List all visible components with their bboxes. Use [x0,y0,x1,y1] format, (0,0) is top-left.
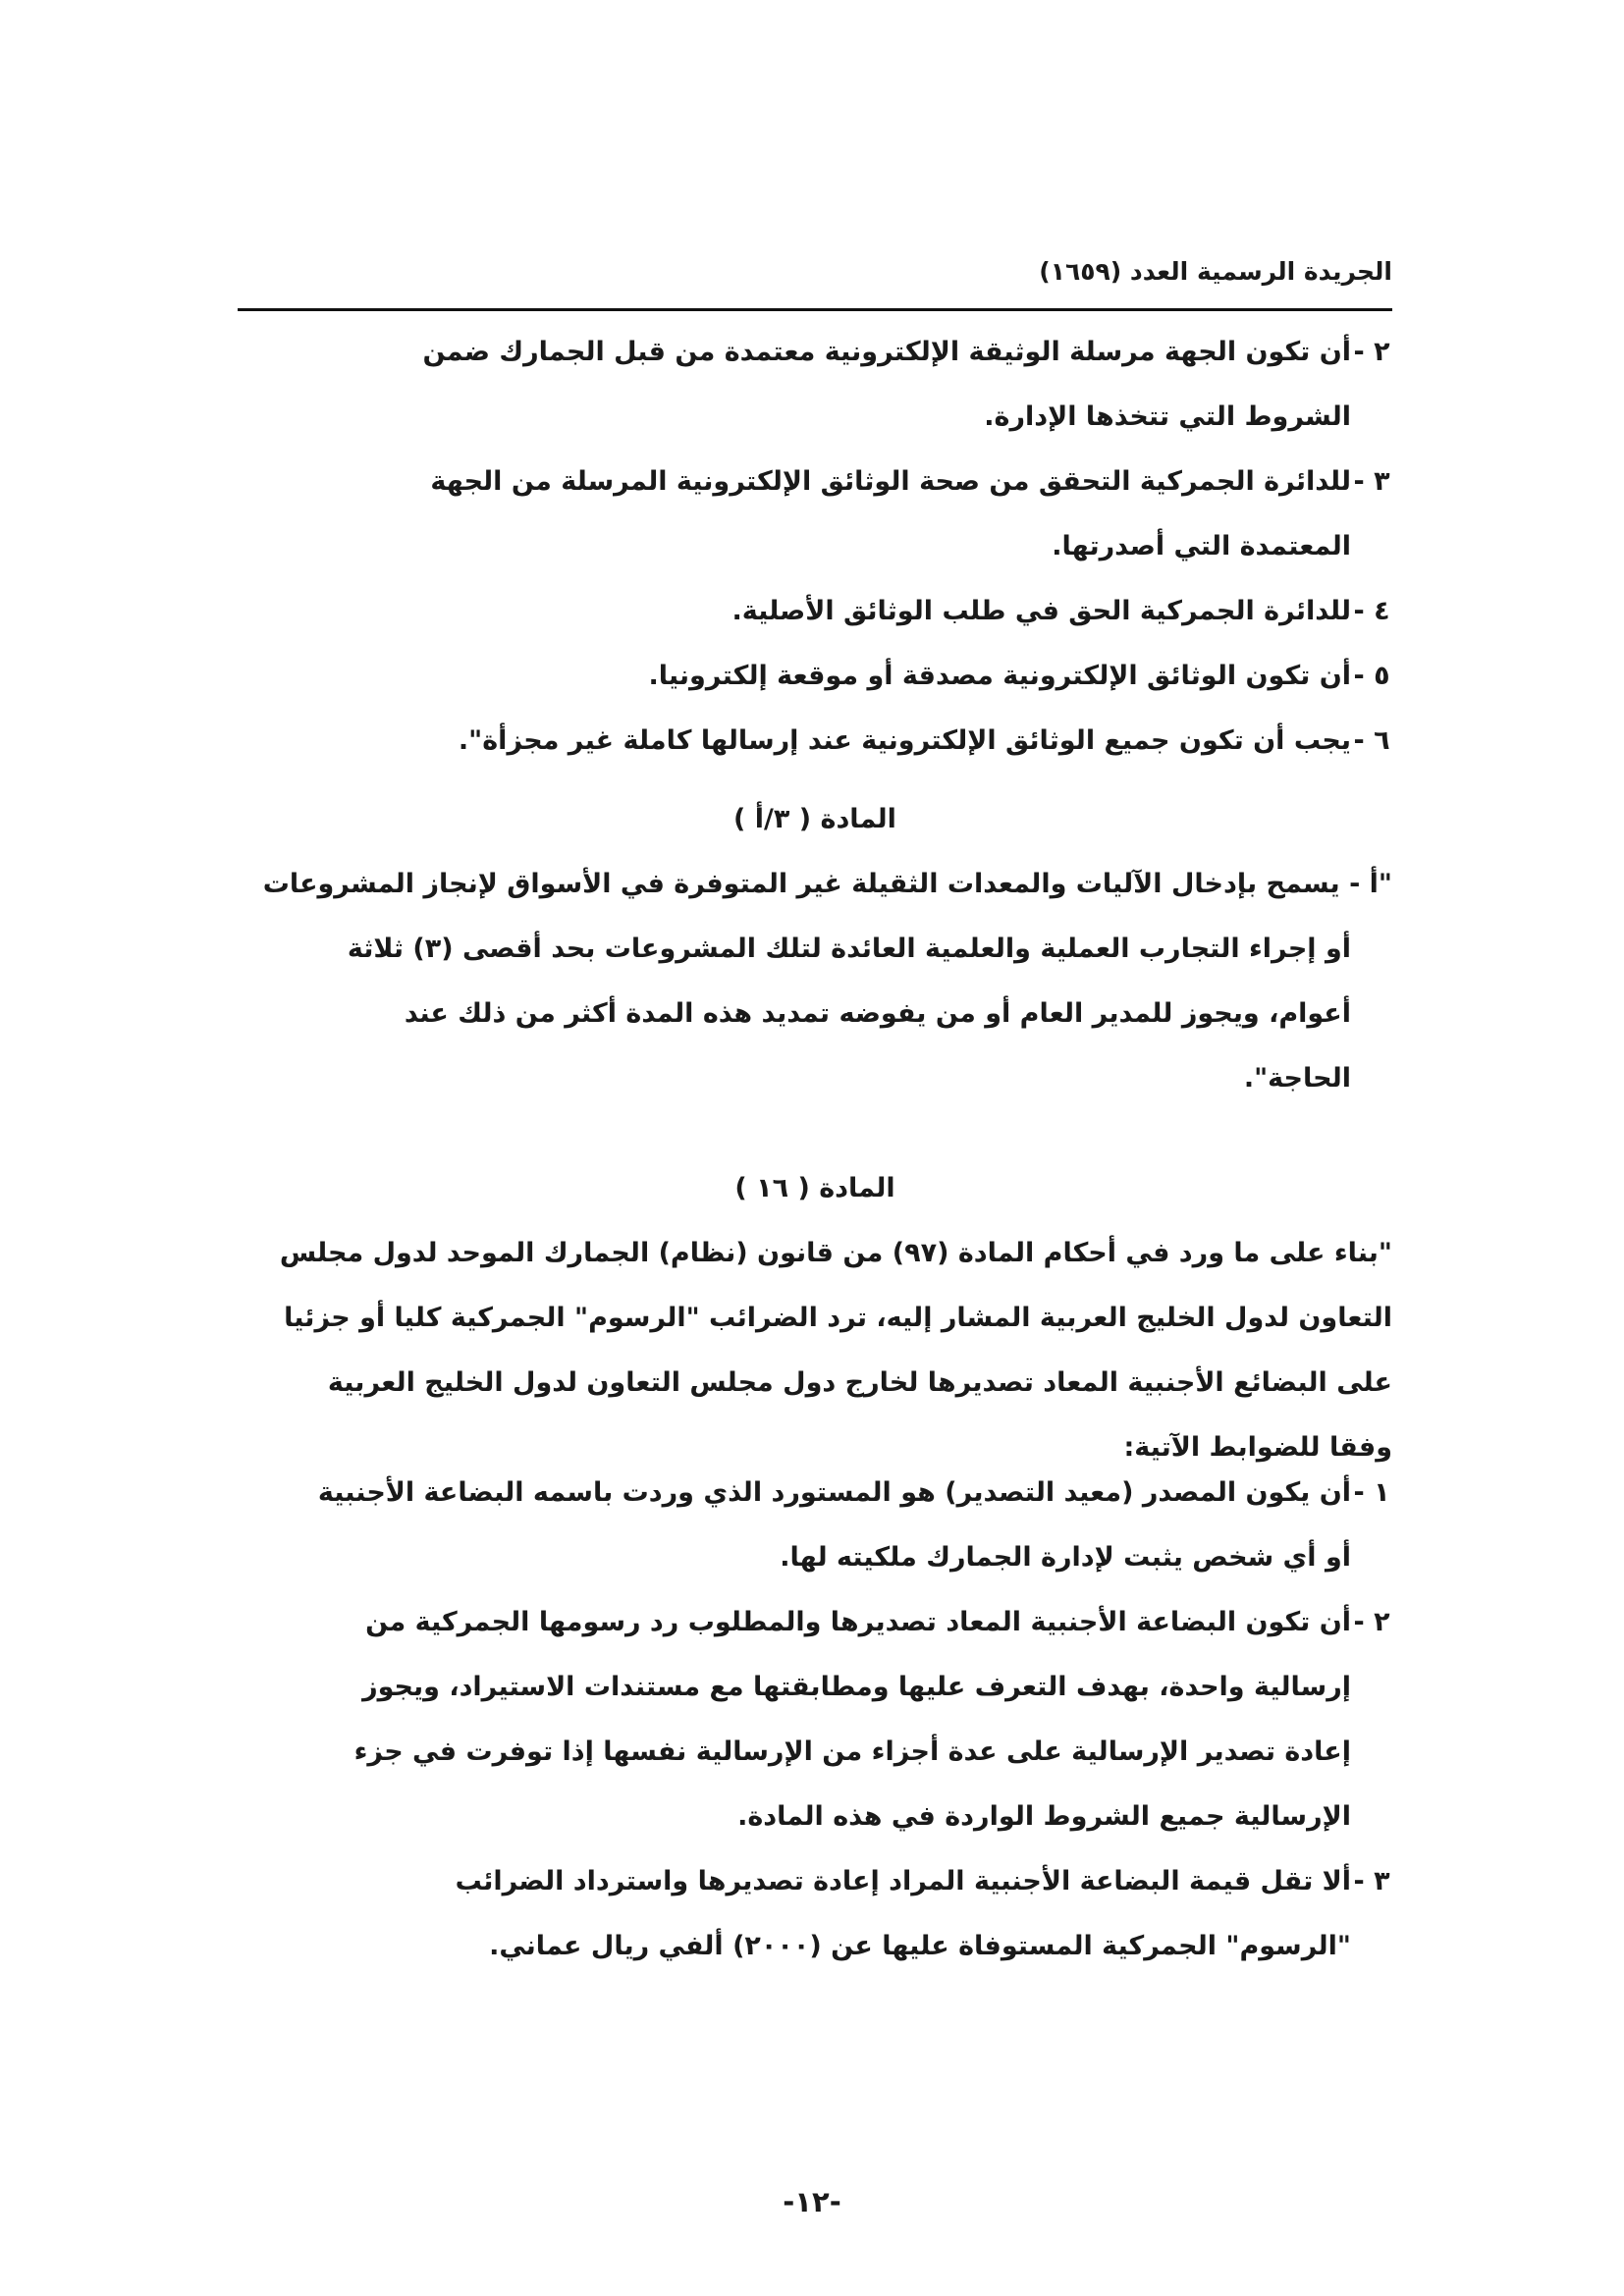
page-header-title: الجريدة الرسمية العدد (١٦٥٩) [1039,257,1392,286]
list-item: ٣ -ألا تقل قيمة البضاعة الأجنبية المراد إعادة تصديرها واسترداد الضرائب [455,1866,1390,1896]
article-3a [238,787,1392,1111]
paragraph-line: التعاون لدول الخليج العربية المشار إليه، ترد الضرائب "الرسوم" الجمركية كليا أو جزئيا [284,1303,1392,1333]
paragraph-line: أعوام، ويجوز للمدير العام أو من يفوضه تمديد هذه المدة أكثر من ذلك عند [404,998,1351,1029]
list-item-continuation: المعتمدة التي أصدرتها. [1052,531,1351,561]
list-item: ٥ -أن تكون الوثائق الإلكترونية مصدقة أو موقعة إلكترونيا. [648,661,1390,691]
paragraph-line: "أ - يسمح بإدخال الآليات والمعدات الثقيلة غير المتوفرة في الأسواق لإنجاز المشروعات [262,869,1392,899]
paragraph-line: أو إجراء التجارب العملية والعلمية العائدة لتلك المشروعات بحد أقصى (٣) ثلاثة [347,934,1351,964]
list-item-continuation: الإرسالية جميع الشروط الواردة في هذه المادة. [737,1801,1351,1832]
list-item-continuation: "الرسوم" الجمركية المستوفاة عليها عن (٢٠٠٠) ألفي ريال عماني. [489,1931,1351,1961]
list-item-continuation: أو أي شخص يثبت لإدارة الجمارك ملكيته لها. [780,1542,1351,1573]
list-item-continuation: الشروط التي تتخذها الإدارة. [984,401,1351,432]
list-item: ٣ -للدائرة الجمركية التحقق من صحة الوثائق الإلكترونية المرسلة من الجهة [430,466,1390,497]
paragraph-line: وفقا للضوابط الآتية: [1123,1432,1392,1463]
list-item-continuation: إعادة تصدير الإرسالية على عدة أجزاء من الإرسالية نفسها إذا توفرت في جزء [353,1736,1351,1767]
paragraph-line: على البضائع الأجنبية المعاد تصديرها لخارج دول مجلس التعاون لدول الخليج العربية [327,1367,1392,1398]
list-item: ١ -أن يكون المصدر (معيد التصدير) هو المستورد الذي وردت باسمه البضاعة الأجنبية [317,1477,1390,1508]
top-conditions-list [238,320,1392,774]
list-item: ٢ -أن تكون الجهة مرسلة الوثيقة الإلكترونية معتمدة من قبل الجمارك ضمن [422,337,1390,367]
list-item: ٦ -يجب أن تكون جميع الوثائق الإلكترونية عند إرسالها كاملة غير مجزأة". [458,725,1390,756]
paragraph-line: الحاجة". [1243,1063,1351,1094]
header-divider [238,308,1392,311]
list-item-continuation: إرسالية واحدة، بهدف التعرف عليها ومطابقتها مع مستندات الاستيراد، ويجوز [362,1672,1351,1702]
list-item: ٢ -أن تكون البضاعة الأجنبية المعاد تصديرها والمطلوب رد رسومها الجمركية من [365,1607,1390,1637]
article-16-conditions-list [238,1461,1392,1979]
article-16 [238,1156,1392,1480]
article-heading: المادة ( ٣/أ ) [733,804,896,834]
article-heading: المادة ( ١٦ ) [734,1173,895,1203]
paragraph-line: "بناء على ما ورد في أحكام المادة (٩٧) من قانون (نظام) الجمارك الموحد لدول مجلس [279,1238,1392,1268]
page-number: -١٢- [783,2185,841,2218]
list-item: ٤ -للدائرة الجمركية الحق في طلب الوثائق الأصلية. [731,596,1390,626]
